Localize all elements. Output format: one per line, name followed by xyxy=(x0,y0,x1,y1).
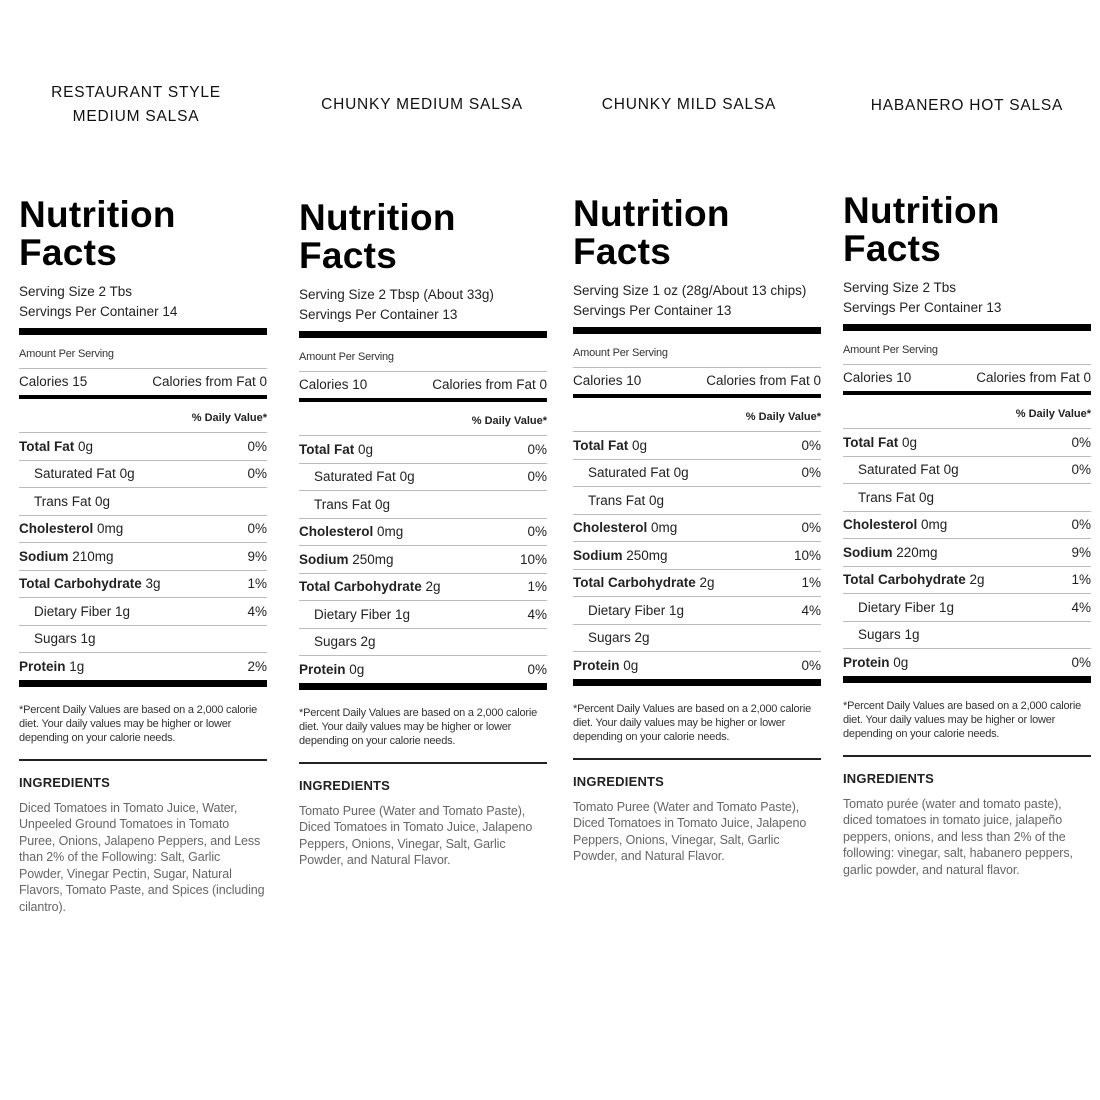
ingredients-text: Tomato Puree (Water and Tomato Paste), Diced Tomatoes in Tomato Juice, Jalapeno Peppers, Onions, Vinegar, Salt, Garlic Powder, and Natural Flavor. xyxy=(573,799,807,863)
nutrient-row xyxy=(573,515,821,543)
nutrient-label xyxy=(843,435,917,450)
nutrient-name: Sugars xyxy=(34,631,77,647)
nutrient-label xyxy=(573,493,664,508)
nutrient-daily-value: 4% xyxy=(801,602,821,618)
nutrient-row xyxy=(573,597,821,625)
nutrient-daily-value: 1% xyxy=(801,575,821,591)
servings-per-container: Servings Per Container 14 xyxy=(19,304,178,319)
nutrient-row xyxy=(843,622,1091,650)
thick-divider xyxy=(573,327,821,334)
nutrient-name: Total Fat xyxy=(843,434,899,450)
nutrient-row xyxy=(573,542,821,570)
nutrient-label xyxy=(843,517,947,532)
nutrient-row xyxy=(299,491,547,519)
nutrient-row xyxy=(843,539,1091,567)
calories-row xyxy=(573,368,821,394)
footnote: *Percent Daily Values are based on a 2,000 calorie diet. Your daily values may be higher or lower depending on your calorie needs. xyxy=(19,687,267,761)
nutrient-daily-value: 0% xyxy=(801,657,821,673)
nutrient-rows xyxy=(19,433,267,680)
nutrition-facts-heading: Nutrition Facts xyxy=(843,190,1000,269)
nutrient-daily-value: 1% xyxy=(247,576,267,592)
nutrient-daily-value: 10% xyxy=(793,547,821,563)
nutrient-name: Total Carbohydrate xyxy=(843,572,966,588)
ingredients-text: Diced Tomatoes in Tomato Juice, Water, Unpeeled Ground Tomatoes in Tomato Puree, Onions, Jalapeno Peppers, and Less than 2% of the Following: Salt, Garlic Powder, Vinegar Pectin, Sugar, Natural Flavors, Tomato Paste, and Spices (including cilantro). xyxy=(19,800,265,914)
ingredients-heading: INGREDIENTS xyxy=(19,774,111,790)
nutrient-label xyxy=(299,607,410,622)
nutrient-label xyxy=(573,465,689,480)
nutrient-row xyxy=(19,543,267,571)
nutrient-daily-value: 0% xyxy=(247,521,267,537)
nutrient-label xyxy=(573,575,715,590)
ingredients-heading: INGREDIENTS xyxy=(843,770,935,786)
nutrient-name: Trans Fat xyxy=(858,489,916,505)
nutrient-label xyxy=(299,579,441,594)
nutrient-name: Total Fat xyxy=(573,437,629,453)
nutrient-amount: 0g xyxy=(358,441,374,457)
amount-per-serving: Amount Per Serving xyxy=(573,334,821,368)
nutrient-row xyxy=(843,594,1091,622)
nutrient-row xyxy=(299,464,547,492)
nutrient-label xyxy=(19,549,114,564)
nutrient-label xyxy=(19,439,93,454)
nutrient-name: Protein xyxy=(299,661,346,677)
amount-per-serving: Amount Per Serving xyxy=(299,338,547,372)
nutrient-amount: 210mg xyxy=(72,548,114,564)
nutrient-row xyxy=(19,653,267,680)
nutrient-label xyxy=(299,634,376,649)
nutrient-label xyxy=(573,520,677,535)
nutrient-name: Dietary Fiber xyxy=(588,602,666,618)
amount-per-serving: Amount Per Serving xyxy=(843,331,1091,365)
nutrient-name: Sodium xyxy=(843,544,893,560)
product-title: CHUNKY MEDIUM SALSA xyxy=(321,96,523,113)
nutrient-amount: 0mg xyxy=(921,517,948,533)
thick-divider xyxy=(843,324,1091,331)
nutrient-daily-value: 10% xyxy=(519,551,547,567)
serving-size: Serving Size 2 Tbs xyxy=(19,284,133,299)
thick-divider xyxy=(299,683,547,690)
servings-per-container: Servings Per Container 13 xyxy=(573,303,732,318)
nutrient-rows xyxy=(573,432,821,679)
nutrient-label xyxy=(573,603,684,618)
nutrient-name: Protein xyxy=(19,658,66,674)
nutrient-amount: 1g xyxy=(80,631,96,647)
nutrient-daily-value: 0% xyxy=(527,441,547,457)
nutrient-daily-value: 9% xyxy=(247,548,267,564)
daily-value-header: % Daily Value* xyxy=(573,398,821,432)
nutrient-name: Total Carbohydrate xyxy=(573,575,696,591)
nutrient-daily-value: 0% xyxy=(1071,517,1091,533)
nutrient-amount: 3g xyxy=(145,576,161,592)
nutrient-daily-value: 0% xyxy=(801,437,821,453)
nutrient-label xyxy=(843,572,985,587)
nutrient-amount: 250mg xyxy=(626,547,668,563)
calories: Calories 10 xyxy=(299,377,368,392)
nutrient-label xyxy=(573,630,650,645)
nutrient-amount: 0mg xyxy=(651,520,678,536)
nutrient-amount: 2g xyxy=(360,634,376,650)
nutrient-daily-value: 4% xyxy=(527,606,547,622)
nutrition-facts-heading: Nutrition Facts xyxy=(299,197,456,276)
footnote: *Percent Daily Values are based on a 2,000 calorie diet. Your daily values may be higher or lower depending on your calorie needs. xyxy=(299,690,547,764)
ingredients-heading: INGREDIENTS xyxy=(299,777,391,793)
nutrient-name: Cholesterol xyxy=(573,520,648,536)
nutrient-daily-value: 1% xyxy=(1071,572,1091,588)
nutrient-amount: 0g xyxy=(623,657,639,673)
nutrient-amount: 1g xyxy=(904,627,920,643)
nutrient-label xyxy=(19,466,135,481)
nutrient-row xyxy=(19,516,267,544)
nutrient-amount: 1g xyxy=(939,599,955,615)
nutrient-row xyxy=(573,432,821,460)
nutrient-label xyxy=(843,655,908,670)
nutrient-amount: 1g xyxy=(395,606,411,622)
nutrient-label xyxy=(573,548,668,563)
nutrient-label xyxy=(19,604,130,619)
nutrient-name: Dietary Fiber xyxy=(858,599,936,615)
nutrient-row xyxy=(299,656,547,683)
footnote: *Percent Daily Values are based on a 2,000 calorie diet. Your daily values may be higher or lower depending on your calorie needs. xyxy=(573,686,821,760)
nutrient-name: Sugars xyxy=(314,634,357,650)
nutrient-daily-value: 1% xyxy=(527,579,547,595)
nutrient-name: Saturated Fat xyxy=(858,462,940,478)
calories: Calories 15 xyxy=(19,374,88,389)
nutrition-facts-panel xyxy=(573,195,821,865)
thick-divider xyxy=(19,328,267,335)
nutrient-name: Cholesterol xyxy=(843,517,918,533)
nutrient-name: Sodium xyxy=(19,548,69,564)
nutrient-daily-value: 0% xyxy=(1071,434,1091,450)
nutrient-daily-value: 4% xyxy=(247,603,267,619)
nutrient-amount: 0g xyxy=(375,496,391,512)
calories-from-fat: Calories from Fat 0 xyxy=(706,373,821,388)
nutrient-row xyxy=(843,649,1091,676)
nutrient-row xyxy=(573,487,821,515)
serving-size: Serving Size 1 oz (28g/About 13 chips) xyxy=(573,283,807,298)
nutrient-name: Saturated Fat xyxy=(34,466,116,482)
nutrient-row xyxy=(299,574,547,602)
nutrient-label xyxy=(299,662,364,677)
calories: Calories 10 xyxy=(843,370,912,385)
ingredients-text: Tomato Puree (Water and Tomato Paste), Diced Tomatoes in Tomato Juice, Jalapeno Peppers, Onions, Vinegar, Salt, Garlic Powder, and Natural Flavor. xyxy=(299,803,533,867)
nutrient-label xyxy=(19,521,123,536)
nutrient-name: Total Fat xyxy=(299,441,355,457)
serving-size: Serving Size 2 Tbsp (About 33g) xyxy=(299,287,494,302)
nutrient-row xyxy=(299,629,547,657)
nutrient-label xyxy=(299,497,390,512)
calories-from-fat: Calories from Fat 0 xyxy=(432,377,547,392)
product-title: HABANERO HOT SALSA xyxy=(870,97,1064,114)
product-title: CHUNKY MILD SALSA xyxy=(601,96,777,113)
nutrient-row xyxy=(843,457,1091,485)
nutrient-daily-value: 0% xyxy=(527,661,547,677)
nutrient-label xyxy=(19,576,161,591)
calories-from-fat: Calories from Fat 0 xyxy=(152,374,267,389)
nutrient-row xyxy=(573,570,821,598)
nutrient-amount: 1g xyxy=(669,602,685,618)
nutrient-amount: 2g xyxy=(634,630,650,646)
nutrient-row xyxy=(843,484,1091,512)
daily-value-header: % Daily Value* xyxy=(299,402,547,436)
nutrient-daily-value: 0% xyxy=(247,438,267,454)
nutrient-amount: 0mg xyxy=(377,524,404,540)
daily-value-header: % Daily Value* xyxy=(843,395,1091,429)
nutrient-amount: 2g xyxy=(969,572,985,588)
nutrient-row xyxy=(19,598,267,626)
nutrient-amount: 0g xyxy=(943,462,959,478)
nutrient-daily-value: 4% xyxy=(1071,599,1091,615)
nutrient-row xyxy=(19,461,267,489)
footnote: *Percent Daily Values are based on a 2,000 calorie diet. Your daily values may be higher or lower depending on your calorie needs. xyxy=(843,683,1091,757)
nutrient-label xyxy=(843,462,959,477)
nutrient-row xyxy=(573,625,821,653)
calories-from-fat: Calories from Fat 0 xyxy=(976,370,1091,385)
nutrient-row xyxy=(299,436,547,464)
nutrient-daily-value: 0% xyxy=(1071,462,1091,478)
nutrient-name: Trans Fat xyxy=(588,492,646,508)
nutrient-label xyxy=(19,659,84,674)
nutrient-amount: 2g xyxy=(425,579,441,595)
nutrient-amount: 0mg xyxy=(97,521,124,537)
thick-divider xyxy=(19,680,267,687)
nutrient-amount: 2g xyxy=(699,575,715,591)
nutrient-daily-value: 0% xyxy=(801,520,821,536)
nutrient-name: Protein xyxy=(843,654,890,670)
nutrient-label xyxy=(843,600,954,615)
calories-row xyxy=(19,369,267,395)
nutrient-amount: 0g xyxy=(399,469,415,485)
nutrient-name: Trans Fat xyxy=(34,493,92,509)
nutrient-amount: 0g xyxy=(649,492,665,508)
servings-per-container: Servings Per Container 13 xyxy=(299,307,458,322)
ingredients-text: Tomato purée (water and tomato paste), diced tomatoes in tomato juice, jalapeño peppers, onions, and less than 2% of the following: vinegar, salt, habanero peppers, garlic powder, and natural flavor. xyxy=(843,796,1073,877)
nutrition-facts-heading: Nutrition Facts xyxy=(19,194,176,273)
nutrient-label xyxy=(299,524,403,539)
nutrient-name: Sodium xyxy=(299,551,349,567)
nutrient-amount: 0g xyxy=(632,437,648,453)
ingredients-heading: INGREDIENTS xyxy=(573,773,665,789)
nutrient-amount: 1g xyxy=(115,603,131,619)
nutrient-row xyxy=(843,567,1091,595)
nutrient-label xyxy=(573,658,638,673)
nutrient-daily-value: 0% xyxy=(1071,654,1091,670)
nutrient-label xyxy=(299,442,373,457)
nutrient-label xyxy=(843,627,920,642)
nutrient-label xyxy=(19,631,96,646)
servings-per-container: Servings Per Container 13 xyxy=(843,300,1002,315)
nutrient-daily-value: 0% xyxy=(527,524,547,540)
nutrient-name: Dietary Fiber xyxy=(314,606,392,622)
thick-divider xyxy=(573,679,821,686)
nutrient-amount: 0g xyxy=(78,438,94,454)
nutrient-amount: 0g xyxy=(673,465,689,481)
nutrient-name: Sugars xyxy=(588,630,631,646)
nutrient-amount: 0g xyxy=(919,489,935,505)
nutrient-label xyxy=(573,438,647,453)
calories-row xyxy=(843,365,1091,391)
nutrient-label xyxy=(843,545,938,560)
nutrient-name: Sugars xyxy=(858,627,901,643)
thick-divider xyxy=(843,676,1091,683)
nutrient-row xyxy=(19,433,267,461)
nutrient-amount: 220mg xyxy=(896,544,938,560)
nutrient-row xyxy=(19,571,267,599)
nutrient-amount: 0g xyxy=(893,654,909,670)
nutrient-row xyxy=(573,460,821,488)
nutrient-label xyxy=(299,469,415,484)
serving-size: Serving Size 2 Tbs xyxy=(843,280,957,295)
calories: Calories 10 xyxy=(573,373,642,388)
nutrient-name: Protein xyxy=(573,657,620,673)
nutrient-row xyxy=(299,546,547,574)
nutrient-amount: 1g xyxy=(69,658,85,674)
nutrient-row xyxy=(19,626,267,654)
nutrient-label xyxy=(19,494,110,509)
nutrient-name: Total Carbohydrate xyxy=(299,579,422,595)
nutrient-amount: 250mg xyxy=(352,551,394,567)
nutrient-name: Cholesterol xyxy=(299,524,374,540)
nutrient-amount: 0g xyxy=(119,466,135,482)
nutrient-rows xyxy=(843,429,1091,676)
nutrient-name: Trans Fat xyxy=(314,496,372,512)
nutrition-facts-panel xyxy=(843,192,1091,878)
nutrient-name: Saturated Fat xyxy=(588,465,670,481)
nutrient-daily-value: 9% xyxy=(1071,544,1091,560)
nutrient-name: Cholesterol xyxy=(19,521,94,537)
nutrient-label xyxy=(299,552,394,567)
nutrient-name: Sodium xyxy=(573,547,623,563)
nutrient-label xyxy=(843,490,934,505)
nutrient-rows xyxy=(299,436,547,683)
nutrient-name: Total Carbohydrate xyxy=(19,576,142,592)
nutrient-amount: 0g xyxy=(902,434,918,450)
amount-per-serving: Amount Per Serving xyxy=(19,335,267,369)
nutrient-row xyxy=(843,429,1091,457)
nutrient-row xyxy=(299,601,547,629)
nutrient-daily-value: 0% xyxy=(527,469,547,485)
nutrient-name: Total Fat xyxy=(19,438,75,454)
nutrient-row xyxy=(299,519,547,547)
nutrition-facts-panel xyxy=(19,196,267,915)
nutrient-amount: 0g xyxy=(349,661,365,677)
nutrient-daily-value: 2% xyxy=(247,658,267,674)
calories-row xyxy=(299,372,547,398)
nutrition-facts-panel xyxy=(299,199,547,869)
nutrition-facts-heading: Nutrition Facts xyxy=(573,193,730,272)
product-title: RESTAURANT STYLE MEDIUM SALSA xyxy=(51,84,221,125)
nutrient-name: Saturated Fat xyxy=(314,469,396,485)
nutrient-row xyxy=(843,512,1091,540)
nutrient-daily-value: 0% xyxy=(247,466,267,482)
nutrient-row xyxy=(19,488,267,516)
nutrient-daily-value: 0% xyxy=(801,465,821,481)
nutrient-amount: 0g xyxy=(95,493,111,509)
thick-divider xyxy=(299,331,547,338)
nutrient-row xyxy=(573,652,821,679)
nutrient-name: Dietary Fiber xyxy=(34,603,112,619)
daily-value-header: % Daily Value* xyxy=(19,399,267,433)
